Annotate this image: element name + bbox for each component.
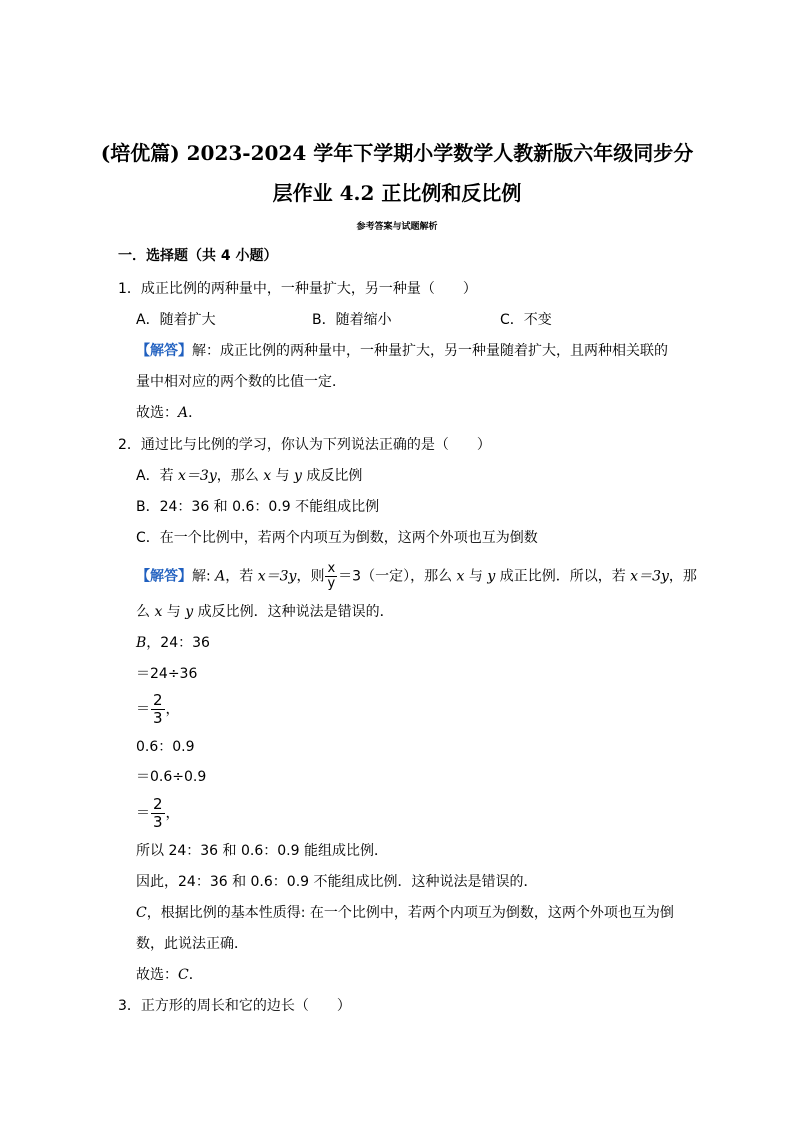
doc-title-line-2: 层作业 4.2 正比例和反比例 bbox=[272, 181, 522, 205]
q2-option-c: C．在一个比例中，若两个内项互为倒数，这两个外项也互为倒数 bbox=[136, 530, 538, 546]
q2-so-line: 所以 24：36 和 0.6：0.9 能组成比例． bbox=[136, 843, 388, 859]
q2-option-b: B．24：36 和 0.6：0.9 不能组成比例 bbox=[136, 499, 380, 515]
q2-b-division: ＝24÷36 bbox=[136, 666, 198, 682]
q1-answer-line-2: 量中相对应的两个数的比值一定． bbox=[136, 374, 346, 390]
doc-title-line-1: (培优篇) 2023-2024 学年下学期小学数学人教新版六年级同步分 bbox=[100, 141, 694, 165]
q2-stem: 2．通过比与比例的学习，你认为下列说法正确的是（ ） bbox=[118, 437, 491, 453]
q2-c-line-1: C，根据比例的基本性质得: 在一个比例中，若两个内项互为倒数，这两个外项也互为倒 bbox=[136, 905, 674, 921]
q2-answer-line-1: 【解答】解: A，若 x＝3y，则 $\frac{x}{y}$ ＝3（一定），那么 x 与 y 成正比例．所以，若 x＝3y，那 bbox=[136, 561, 697, 591]
q2-choice: 故选：C． bbox=[136, 967, 203, 983]
q2-ratio-2-result: ＝ $\frac{2}{3}$ ， bbox=[136, 795, 180, 831]
answer-tag: 【解答】 bbox=[136, 568, 192, 585]
q1-stem: 1．成正比例的两种量中，一种量扩大，另一种量（ ） bbox=[118, 281, 477, 297]
q1-option-c: C．不变 bbox=[500, 312, 552, 328]
q2-ratio-2-division: ＝0.6÷0.9 bbox=[136, 769, 207, 785]
q2-b-result: ＝ $\frac{2}{3}$ ， bbox=[136, 691, 180, 727]
q2-answer-line-2: 么 x 与 y 成反比例．这种说法是错误的． bbox=[136, 604, 394, 620]
q2-therefore-line: 因此，24：36 和 0.6：0.9 不能组成比例．这种说法是错误的． bbox=[136, 874, 538, 890]
q2-ratio-2: 0.6：0.9 bbox=[136, 739, 195, 755]
q1-answer-line-1: 【解答】解：成正比例的两种量中，一种量扩大，另一种量随着扩大，且两种相关联的 bbox=[136, 343, 668, 359]
answer-tag: 【解答】 bbox=[136, 343, 192, 359]
fraction-two-thirds: $\frac{2}{3}$ bbox=[153, 691, 163, 727]
section-heading: 一．选择题（共 4 小题） bbox=[118, 248, 278, 264]
q1-choice: 故选：A． bbox=[136, 405, 203, 421]
q1-option-b: B．随着缩小 bbox=[312, 312, 392, 328]
doc-subtitle: 参考答案与试题解析 bbox=[356, 222, 438, 232]
q2-c-line-2: 数，此说法正确． bbox=[136, 936, 248, 952]
q3-stem: 3．正方形的周长和它的边长（ ） bbox=[118, 998, 351, 1014]
fraction-x-over-y: $\frac{x}{y}$ bbox=[327, 561, 336, 591]
q2-option-a: A．若 x＝3y，那么 x 与 y 成反比例 bbox=[136, 468, 363, 484]
q1-option-a: A．随着扩大 bbox=[136, 312, 216, 328]
q2-b-ratio: B，24：36 bbox=[136, 635, 210, 651]
fraction-two-thirds: $\frac{2}{3}$ bbox=[153, 795, 163, 831]
